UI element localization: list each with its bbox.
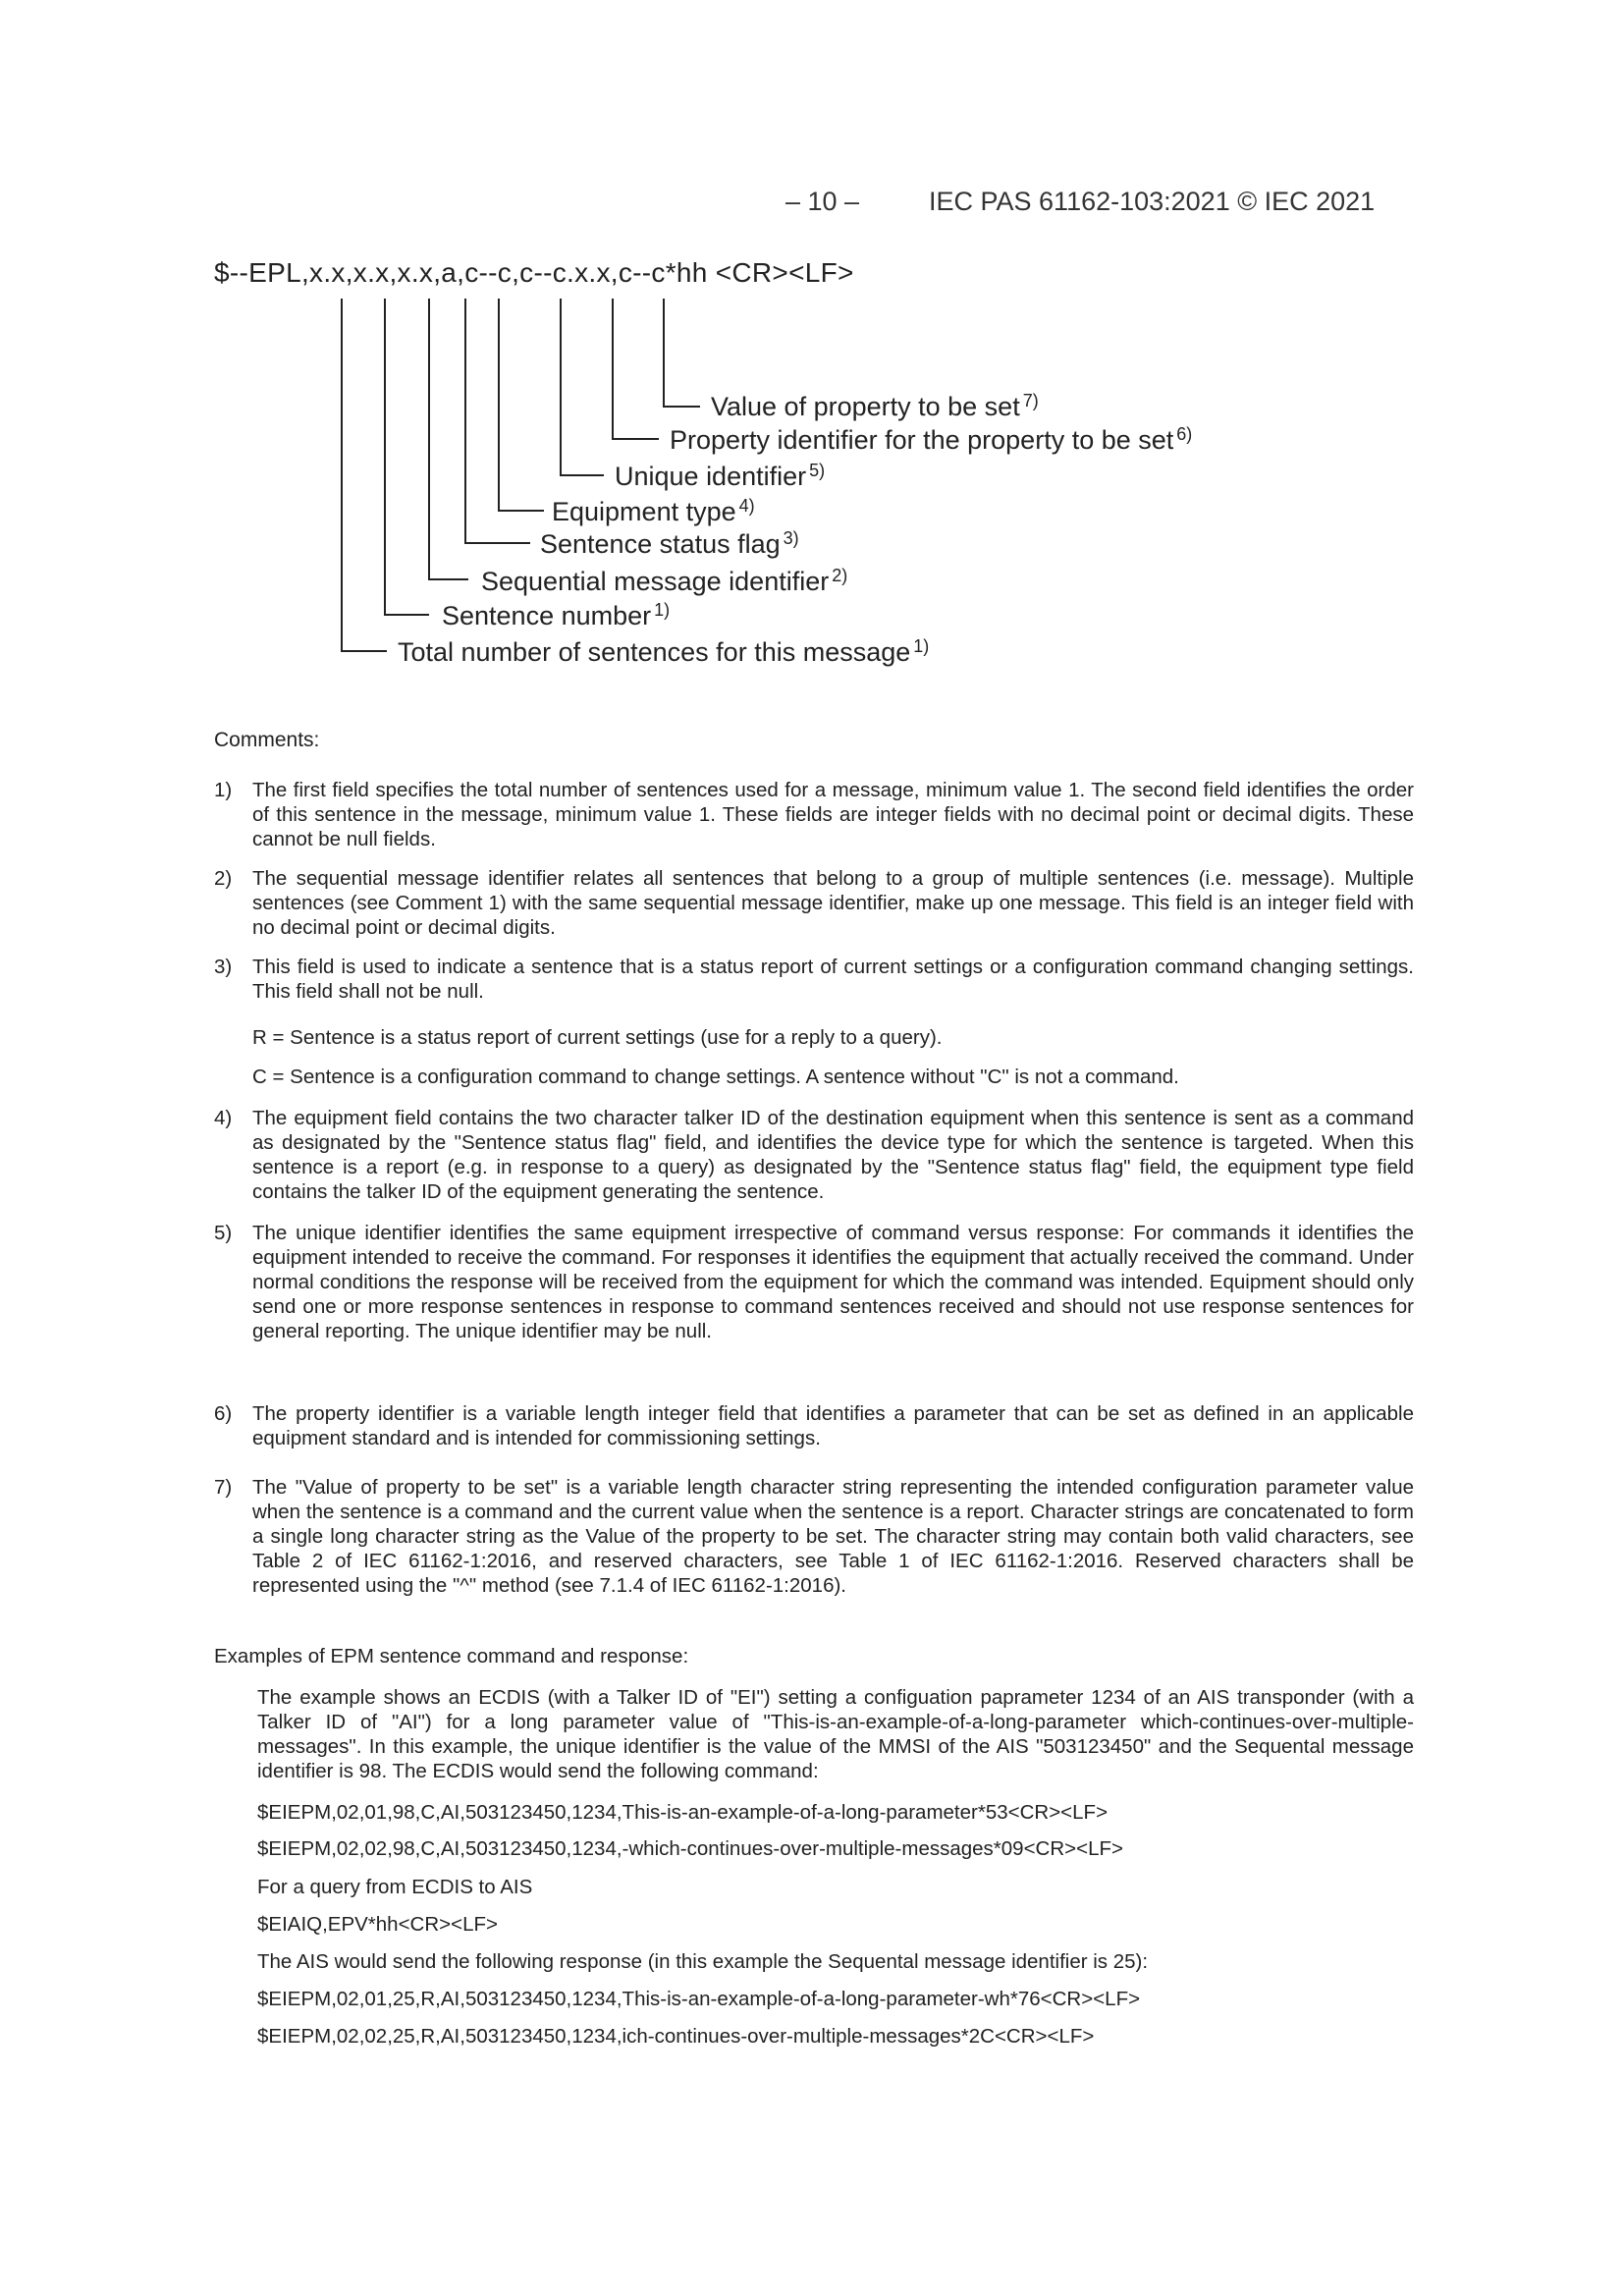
status-flag-r: R = Sentence is a status report of current settings (use for a reply to a query). [252, 1026, 943, 1049]
field-label-sequential-id: Sequential message identifier $^{2)}$ [481, 566, 848, 596]
comment-3 [214, 955, 1414, 1004]
example-description: The example shows an ECDIS (with a Talker ID of "EI") setting a configuation paprameter 1234 of an AIS transponder (with a Talker ID of "AI") for a long parameter value of "This-is-an-example-of-a-long-parameter which-continues-over-multiple-messages". In this example, the unique identifier is the value of the MMSI of the AIS "503123450" and the Sequental message identifier is 98. The ECDIS would send the following command: [257, 1686, 1414, 1782]
comment-number: 7) [214, 1476, 233, 1499]
connector-value-property [664, 299, 700, 407]
status-flag-c: C = Sentence is a configuration command to change settings. A sentence without "C" is not a command. [252, 1066, 1179, 1088]
connector-unique-identifier [561, 299, 604, 475]
comment-4 [214, 1106, 1414, 1204]
field-label-total-sentences: Total number of sentences for this message $^{1)}$ [398, 636, 930, 667]
comments-title: Comments: [214, 729, 320, 751]
example-response-2: $EIEPM,02,02,25,R,AI,503123450,1234,ich-continues-over-multiple-messages*2C<CR><LF> [257, 2025, 1095, 2048]
examples-intro: Examples of EPM sentence command and response: [214, 1645, 689, 1667]
comment-text: The property identifier is a variable length integer field that identifies a parameter that can be set as defined in an applicable equipment standard and is intended for commissioning settings. [252, 1402, 1414, 1449]
comment-2 [214, 866, 1414, 940]
connector-sentence-number [385, 299, 429, 615]
comment-6 [214, 1401, 1414, 1450]
field-label-value-property: Value of property to be set $^{7)}$ [711, 391, 1039, 421]
page-number: – 10 – [785, 187, 860, 216]
comment-text: The sequential message identifier relates all sentences that belong to a group of multiple sentences (i.e. message). Multiple sentences (see Comment 1) with the same sequential message identifier, make up one message. This field is an integer field with no decimal point or decimal digits. [252, 867, 1414, 939]
comment-text: This field is used to indicate a sentence that is a status report of current settings or a configuration command changing settings. This field shall not be null. [252, 956, 1414, 1003]
comment-text: The first field specifies the total number of sentences used for a message, minimum value 1. The second field identifies the order of this sentence in the message, minimum value 1. These fields are integer fields with no decimal point or decimal digits. These cannot be null fields. [252, 779, 1414, 850]
field-label-equipment-type: Equipment type $^{4)}$ [552, 496, 755, 526]
comment-text: The "Value of property to be set" is a variable length character string representing the intended configuration parameter value when the sentence is a command and the current value when the sentence is a report. Character strings are concatenated to form a single long character string as the Value of the property to be set. The character string may contain both valid characters, see Table 2 of IEC 61162-1:2016, and reserved characters, see Table 1 of IEC 61162-1:2016. Reserved characters shall be represented using the "^" method (see 7.1.4 of IEC 61162-1:2016). [252, 1476, 1414, 1597]
comment-number: 1) [214, 779, 233, 801]
comment-number: 4) [214, 1107, 233, 1129]
example-query: $EIAIQ,EPV*hh<CR><LF> [257, 1913, 498, 1936]
connector-sequential-id [429, 299, 468, 579]
connector-property-identifier [613, 299, 659, 439]
connector-equipment-type [499, 299, 544, 511]
connector-total-sentences [342, 299, 387, 651]
field-diagram [0, 0, 1623, 707]
example-response-intro: The AIS would send the following response (in this example the Sequental message identifier is 25): [257, 1950, 1149, 1973]
sentence-format: $--EPL,x.x,x.x,x.x,a,c--c,c--c.x.x,c--c*hh <CR><LF> [214, 257, 854, 288]
comment-number: 3) [214, 956, 233, 978]
example-command-1: $EIEPM,02,01,98,C,AI,503123450,1234,This-is-an-example-of-a-long-parameter*53<CR><LF> [257, 1801, 1109, 1824]
example-response-1: $EIEPM,02,01,25,R,AI,503123450,1234,This-is-an-example-of-a-long-parameter-wh*76<CR><LF> [257, 1988, 1141, 2010]
comment-1 [214, 778, 1414, 851]
example-query-label: For a query from ECDIS to AIS [257, 1876, 533, 1898]
field-label-property-identifier: Property identifier for the property to be set $^{6)}$ [670, 424, 1193, 455]
comment-5 [214, 1221, 1414, 1343]
comment-text: The unique identifier identifies the same equipment irrespective of command versus response: For commands it identifies the equipment intended to receive the command. For responses it identifies the equipment that actually received the command. Under normal conditions the response will be received from the equipment for which the command was intended. Equipment should only send one or more response sentences in response to command sentences received and should not use response sentences for general reporting. The unique identifier may be null. [252, 1222, 1414, 1342]
field-label-sentence-number: Sentence number $^{1)}$ [442, 600, 671, 630]
standard-reference: IEC PAS 61162-103:2021 © IEC 2021 [929, 187, 1376, 216]
comment-7 [214, 1475, 1414, 1598]
comment-number: 6) [214, 1402, 233, 1425]
comment-number: 2) [214, 867, 233, 890]
field-label-unique-identifier: Unique identifier $^{5)}$ [615, 461, 826, 491]
example-command-2: $EIEPM,02,02,98,C,AI,503123450,1234,-which-continues-over-multiple-messages*09<CR><LF> [257, 1837, 1124, 1860]
comment-number: 5) [214, 1222, 233, 1244]
field-label-status-flag: Sentence status flag $^{3)}$ [540, 528, 799, 559]
comment-text: The equipment field contains the two character talker ID of the destination equipment when this sentence is sent as a command as designated by the "Sentence status flag" field, and identifies the device type for which the sentence is targeted. When this sentence is a report (e.g. in response to a query) as designated by the "Sentence status flag" field, the equipment type field contains the talker ID of the equipment generating the sentence. [252, 1107, 1414, 1203]
